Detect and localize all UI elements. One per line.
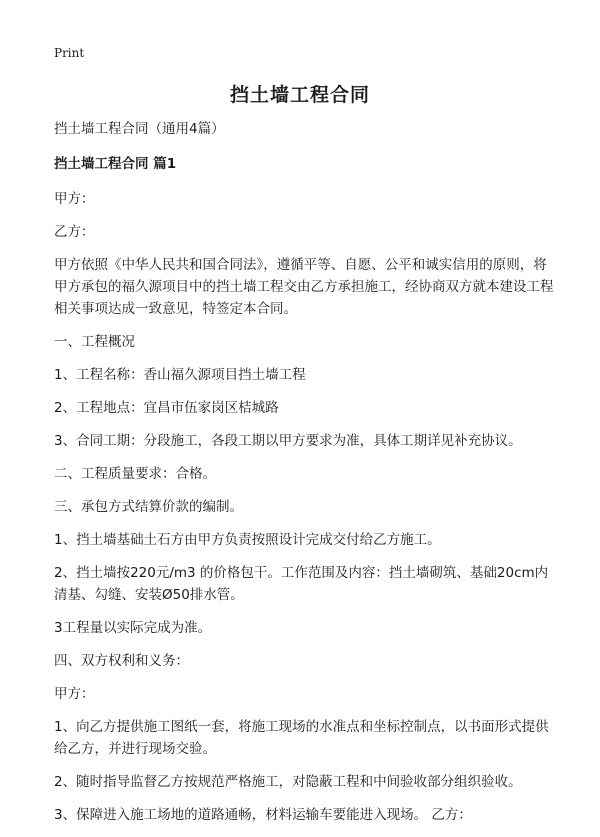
intro-paragraph: 甲方依照《中华人民共和国合同法》，遵循平等、自愿、公平和诚实信用的原则，将甲方承包的福久源项目中的挡土墙工程交由乙方承担施工，经协商双方就本建设工程相关事项达成一致意见，特签定本合同。 bbox=[54, 257, 554, 317]
document-subtitle: 挡土墙工程合同（通用4篇） bbox=[54, 121, 225, 137]
clause-unit-price: 2、挡土墙按220元/m3 的价格包干。工作范围及内容：挡土墙砌筑、基础20cm内清基、勾缝、安装Ø50排水管。 bbox=[54, 565, 549, 603]
document-body bbox=[54, 118, 554, 837]
party-b-line: 乙方： bbox=[54, 224, 95, 240]
clause-heading-overview: 一、工程概况 bbox=[54, 334, 135, 350]
clause-project-location: 2、工程地点：宜昌市伍家岗区桔城路 bbox=[54, 400, 279, 416]
print-link[interactable]: Print bbox=[54, 46, 85, 60]
obligation-drawings: 1、向乙方提供施工图纸一套，将施工现场的水准点和坐标控制点，以书面形式提供给乙方，并进行现场交验。 bbox=[54, 719, 549, 757]
document-title: 挡土墙工程合同 bbox=[229, 84, 370, 106]
clause-contract-period: 3、合同工期：分段施工，各段工期以甲方要求为准，具体工期详见补充协议。 bbox=[54, 433, 522, 449]
clause-heading-rights: 四、双方权利和义务： bbox=[54, 653, 189, 669]
party-a-line: 甲方： bbox=[54, 191, 95, 207]
obligation-road-access: 3、保障进入施工场地的道路通畅，材料运输车要能进入现场。 乙方： bbox=[54, 807, 472, 823]
section-heading: 挡土墙工程合同 篇1 bbox=[54, 156, 177, 172]
clause-heading-pricing: 三、承包方式结算价款的编制。 bbox=[54, 499, 243, 515]
party-a-obligations-label: 甲方： bbox=[54, 686, 95, 702]
obligation-supervision: 2、随时指导监督乙方按规范严格施工，对隐蔽工程和中间验收部分组织验收。 bbox=[54, 774, 522, 790]
clause-quantity: 3工程量以实际完成为准。 bbox=[54, 620, 212, 636]
clause-quality-requirement: 二、工程质量要求：合格。 bbox=[54, 466, 216, 482]
clause-earthwork: 1、挡土墙基础土石方由甲方负责按照设计完成交付给乙方施工。 bbox=[54, 532, 441, 548]
clause-project-name: 1、工程名称：香山福久源项目挡土墙工程 bbox=[54, 367, 306, 383]
